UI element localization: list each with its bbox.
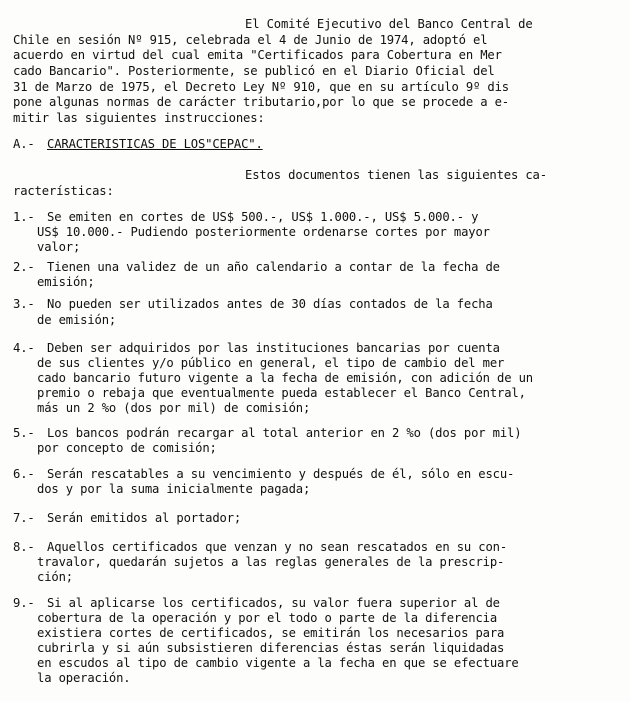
item-line: cubrirla y si aún subsistieren diferencias éstas serán liquidadas (37, 641, 505, 655)
item-number: 5.- (13, 426, 35, 440)
item-line: la operación. (37, 671, 131, 685)
intro-line: Chile en sesión Nº 915, celebrada el 4 de Junio de 1974, adoptó el (13, 33, 488, 47)
item-line: No pueden ser utilizados antes de 30 días contados de la fecha (47, 297, 493, 311)
section-a-title: CARACTERISTICAS DE LOS"CEPAC". (47, 137, 263, 151)
intro-line: 31 de Marzo de 1975, el Decreto Ley Nº 910, que en su artículo 9º dis (13, 80, 509, 94)
item-line: emisión; (37, 275, 95, 289)
item-number: 6.- (13, 467, 35, 481)
lead-line: racterísticas: (13, 184, 114, 198)
item-line: valor; (37, 240, 81, 254)
item-line: ción; (37, 570, 73, 584)
item-line: dos y por la suma inicialmente pagada; (37, 482, 311, 496)
intro-line: mitir las siguientes instrucciones: (13, 111, 265, 125)
item-line: en escudos al tipo de cambio vigente a la fecha en que se efectuare (37, 656, 519, 670)
item-line: cobertura de la operación y por el todo o parte de la diferencia (37, 611, 497, 625)
item-number: 7.- (13, 511, 35, 525)
item-number: 4.- (13, 341, 35, 355)
section-a-prefix: A.- (13, 137, 35, 151)
item-line: Aquellos certificados que venzan y no sean rescatados en su con- (47, 540, 507, 554)
item-line: Los bancos podrán recargar al total anterior en 2 %o (dos por mil) (47, 426, 522, 440)
item-line: de emisión; (37, 313, 117, 327)
item-line: más un 2 %o (dos por mil) de comisión; (37, 401, 311, 415)
intro-line: pone algunas normas de carácter tributario,por lo que se procede a e- (13, 95, 509, 109)
item-line: existiera cortes de certificados, se emitirán los necesarios para (37, 626, 505, 640)
item-line: travalor, quedarán sujetos a las reglas generales de la prescrip- (37, 555, 505, 569)
item-line: Serán emitidos al portador; (47, 511, 242, 525)
item-line: Se emiten en cortes de US$ 500.-, US$ 1.000.-, US$ 5.000.- y (47, 210, 479, 224)
item-number: 1.- (13, 210, 35, 224)
item-number: 8.- (13, 540, 35, 554)
intro-line: acuerdo en virtud del cual emita "Certificados para Cobertura en Mer (13, 48, 502, 62)
item-line: Tienen una validez de un año calendario a contar de la fecha de (47, 260, 500, 274)
item-line: Deben ser adquiridos por las instituciones bancarias por cuenta (47, 341, 500, 355)
item-line: por concepto de comisión; (37, 441, 217, 455)
item-number: 9.- (13, 596, 35, 610)
item-number: 3.- (13, 297, 35, 311)
intro-line: El Comité Ejecutivo del Banco Central de (245, 17, 533, 31)
intro-line: cado Bancario". Posteriormente, se publicó en el Diario Oficial del (13, 64, 495, 78)
item-line: premio o rebaja que eventualmente pueda establecer el Banco Central, (37, 386, 526, 400)
item-number: 2.- (13, 260, 35, 274)
item-line: cado bancario futuro vigente a la fecha de emisión, con adición de un (37, 371, 533, 385)
item-line: Si al aplicarse los certificados, su valor fuera superior al de (47, 596, 500, 610)
item-line: Serán rescatables a su vencimiento y después de él, sólo en escu- (47, 467, 515, 481)
item-line: US$ 10.000.- Pudiendo posteriormente ordenarse cortes por mayor (37, 225, 490, 239)
item-line: de sus clientes y/o público en general, el tipo de cambio del mer (37, 356, 505, 370)
lead-line: Estos documentos tienen las siguientes ca- (245, 168, 547, 182)
